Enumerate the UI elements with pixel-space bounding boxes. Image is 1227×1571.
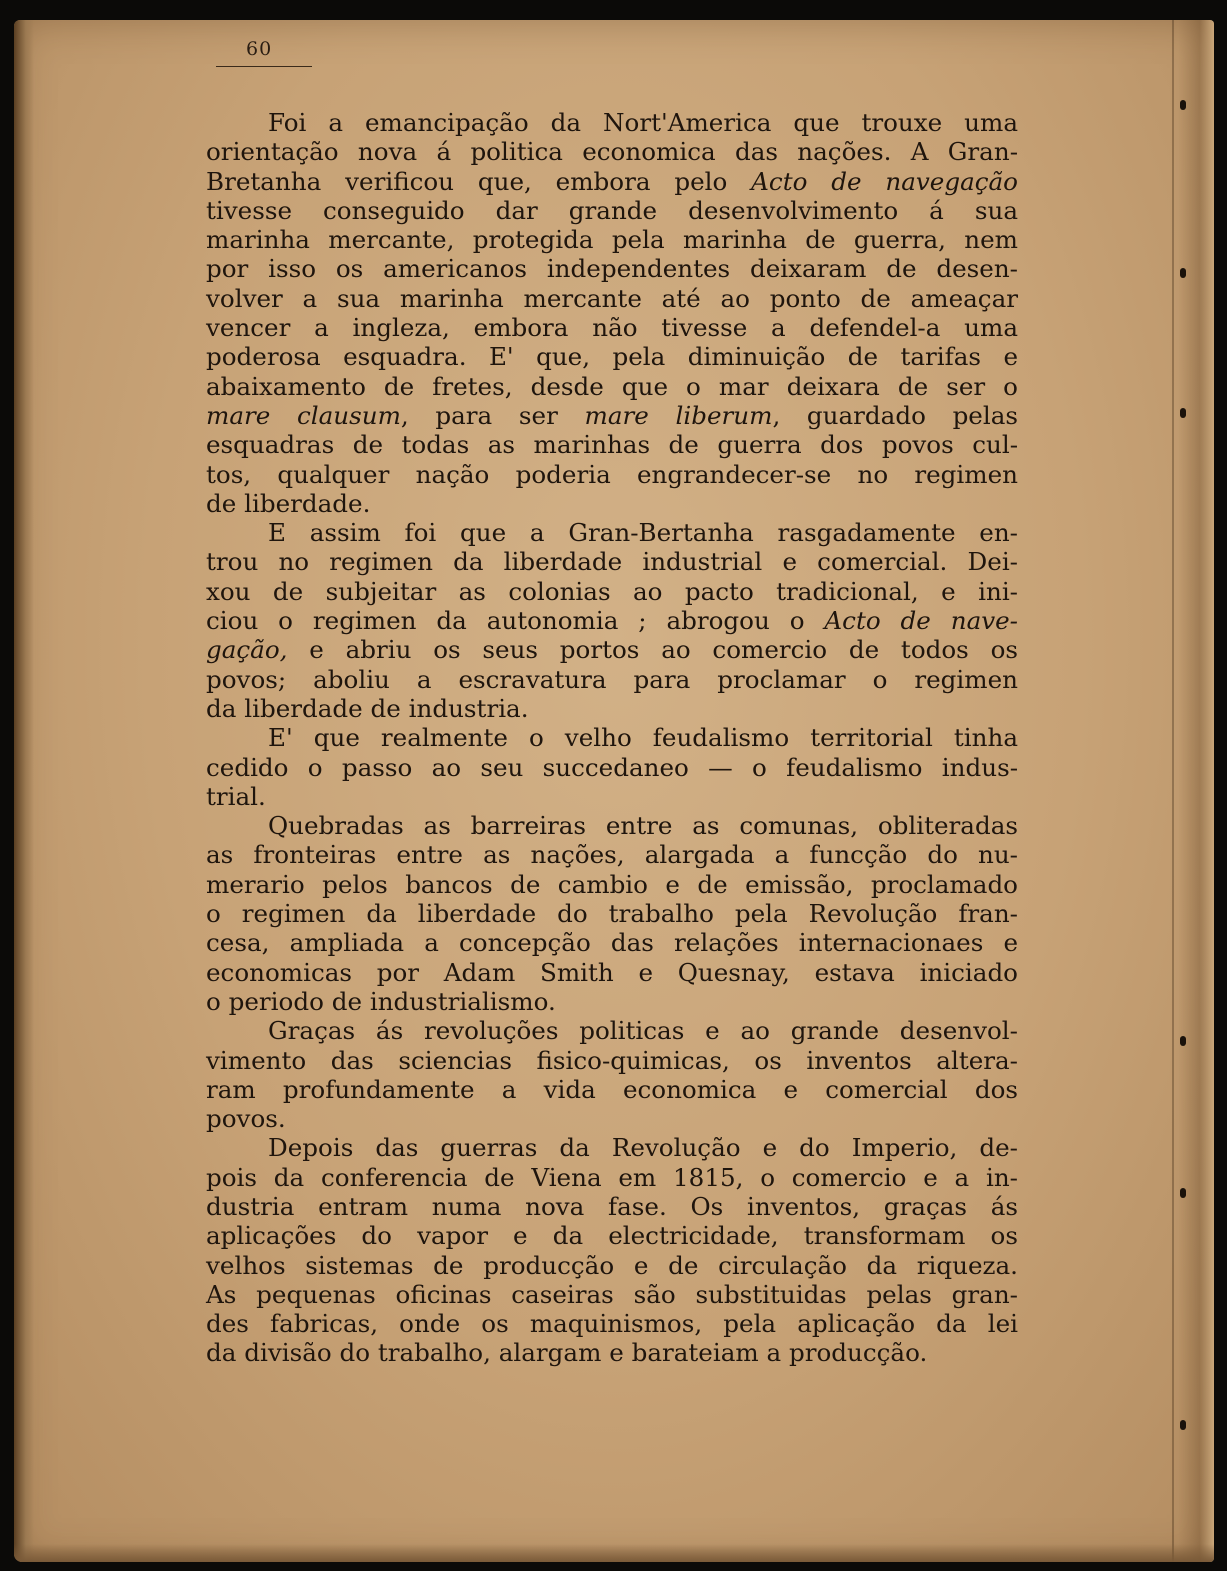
text-line: Graças ás revoluções politicas e ao grande desenvol- <box>268 1016 1018 1046</box>
text-line: orientação nova á politica economica das nações. A Gran- <box>206 137 1018 167</box>
text-line <box>206 401 1018 430</box>
text-line: abaixamento de fretes, desde que o mar deixara de ser o <box>206 371 1018 401</box>
page-number-rule <box>216 66 312 67</box>
text-run: , para ser <box>400 400 585 430</box>
text-line: E' que realmente o velho feudalismo territorial tinha <box>268 723 1018 753</box>
text-line: aplicações do vapor e da electricidade, transformam os <box>206 1221 1018 1251</box>
margin-pin-mark <box>1180 1188 1186 1198</box>
text-line <box>206 635 1018 664</box>
text-line: Foi a emancipação da Nort'America que trouxe uma <box>268 108 1018 137</box>
text-line: economicas por Adam Smith e Quesnay, estava iniciado <box>206 957 1018 987</box>
text-line: povos; aboliu a escravatura para proclamar o regimen <box>206 664 1018 694</box>
text-line: o periodo de industrialismo. <box>206 986 556 1016</box>
text-line: as fronteiras entre as nações, alargada a funcção do nu- <box>206 840 1018 870</box>
text-line: vimento das sciencias fisico-quimicas, os inventos altera- <box>206 1045 1018 1075</box>
text-run: Bretanha verificou que, embora pelo <box>206 166 752 196</box>
text-line: Quebradas as barreiras entre as comunas, obliteradas <box>268 811 1018 841</box>
text-line <box>206 606 1018 635</box>
text-line: tivesse conseguido dar grande desenvolvimento á sua <box>206 195 1018 225</box>
margin-pin-mark <box>1180 408 1186 418</box>
italic-phrase: mare liberum <box>584 400 773 430</box>
italic-phrase: Acto de navegação <box>751 166 1018 196</box>
text-line: velhos sistemas de producção e de circulação da riqueza. <box>206 1250 1018 1280</box>
text-line: da divisão do trabalho, alargam e barateiam a producção. <box>206 1338 928 1368</box>
text-line: dustria entram numa nova fase. Os inventos, graças ás <box>206 1191 1018 1221</box>
page-right-edge <box>1178 20 1214 1562</box>
text-line: cesa, ampliada a concepção das relações internacionaes e <box>206 928 1018 958</box>
italic-phrase: mare clausum <box>206 400 401 430</box>
margin-pin-mark <box>1180 1036 1186 1046</box>
text-line: volver a sua marinha mercante até ao ponto de ameaçar <box>206 283 1018 313</box>
text-line: trou no regimen da liberdade industrial e comercial. Dei- <box>206 547 1018 577</box>
text-line: por isso os americanos independentes deixaram de desen- <box>206 254 1018 284</box>
text-line: trial. <box>206 781 266 811</box>
body-text <box>206 108 1018 1368</box>
text-line: Depois das guerras da Revolução e do Imperio, de- <box>268 1133 1018 1163</box>
text-line: tos, qualquer nação poderia engrandecer-se no regimen <box>206 459 1018 489</box>
text-line: merario pelos bancos de cambio e de emissão, proclamado <box>206 869 1018 899</box>
margin-pin-mark <box>1180 100 1186 110</box>
text-line: de liberdade. <box>206 488 371 518</box>
text-run: , guardado pelas <box>772 400 1019 430</box>
text-line: marinha mercante, protegida pela marinha de guerra, nem <box>206 225 1018 255</box>
text-line: da liberdade de industria. <box>206 693 529 723</box>
text-line: xou de subjeitar as colonias ao pacto tradicional, e ini- <box>206 576 1018 606</box>
text-line: cedido o passo ao seu succedaneo — o feudalismo indus- <box>206 752 1018 782</box>
page-bottom-edge <box>14 1544 1214 1562</box>
text-line: des fabricas, onde os maquinismos, pela aplicação da lei <box>206 1309 1018 1339</box>
text-line: As pequenas oficinas caseiras são substituidas pelas gran- <box>206 1279 1018 1309</box>
page-fold-line <box>1172 20 1174 1562</box>
text-line: E assim foi que a Gran-Bertanha rasgadamente en- <box>268 518 1018 548</box>
text-line: povos. <box>206 1104 286 1134</box>
text-line: o regimen da liberdade do trabalho pela Revolução fran- <box>206 899 1018 929</box>
text-run: ciou o regimen da autonomia ; abrogou o <box>206 606 825 636</box>
text-line <box>206 167 1018 196</box>
text-line: pois da conferencia de Viena em 1815, o comercio e a in- <box>206 1162 1018 1192</box>
italic-phrase: Acto de nave- <box>824 606 1018 636</box>
text-line: ram profundamente a vida economica e comercial dos <box>206 1074 1018 1104</box>
text-line: vencer a ingleza, embora não tivesse a defendel-a uma <box>206 313 1018 343</box>
text-line: poderosa esquadra. E' que, pela diminuição de tarifas e <box>206 342 1018 372</box>
italic-phrase: gação, <box>206 635 288 665</box>
text-line: esquadras de todas as marinhas de guerra dos povos cul- <box>206 430 1018 460</box>
margin-pin-mark <box>1180 1420 1186 1430</box>
page-number: 60 <box>246 38 273 60</box>
page-spine-shadow <box>14 20 34 1562</box>
text-run: e abriu os seus portos ao comercio de todos os <box>287 635 1018 665</box>
margin-pin-mark <box>1180 268 1186 278</box>
